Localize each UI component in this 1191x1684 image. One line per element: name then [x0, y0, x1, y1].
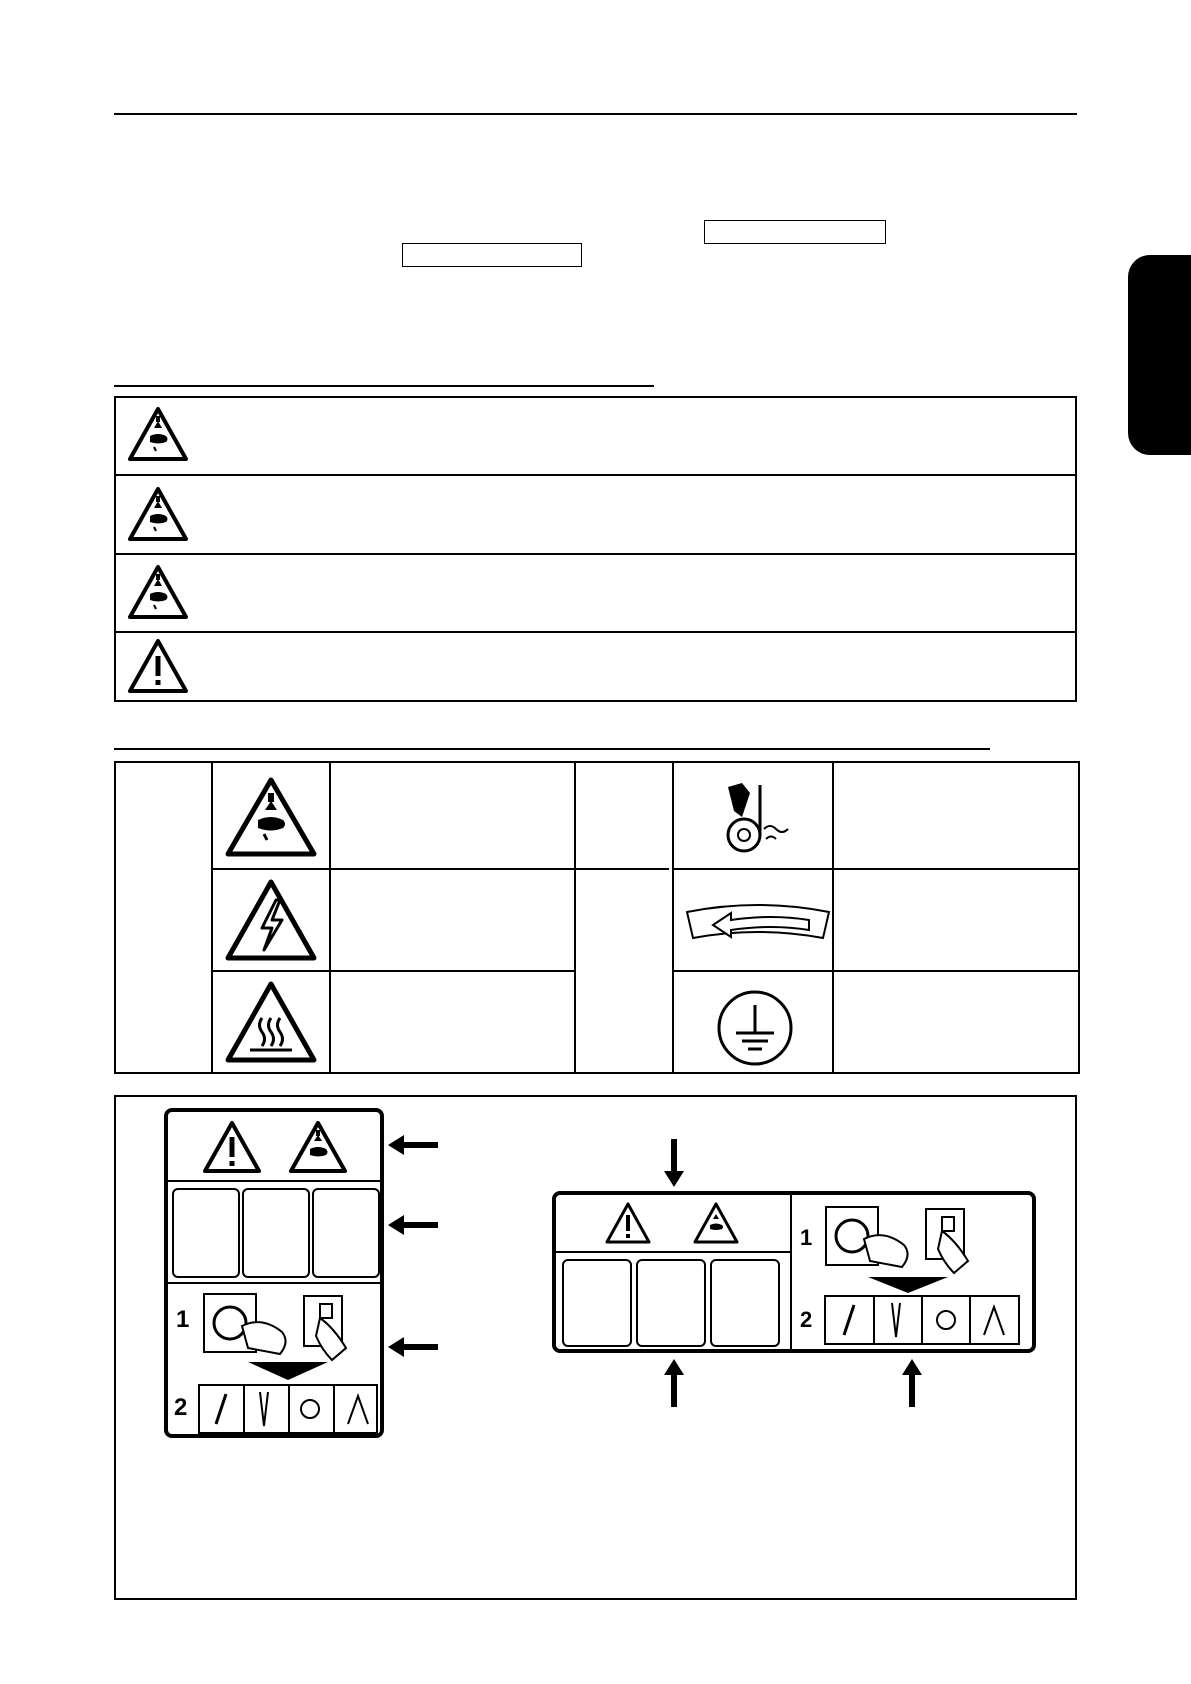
- hand-crush-warning-icon: [288, 1120, 348, 1174]
- hot-surface-warning-icon: [224, 980, 318, 1064]
- row-divider: [672, 970, 1078, 972]
- warning-row-divider: [116, 553, 1075, 555]
- operation-icon-grid: [562, 1259, 784, 1345]
- blank-field-2: [402, 243, 582, 267]
- col-divider: [574, 763, 576, 1072]
- row-divider: [211, 970, 574, 972]
- power-switch-off-icon: [202, 1288, 372, 1362]
- hand-crush-warning-icon: [692, 1201, 740, 1245]
- pointer-arrow-left: [388, 1135, 438, 1155]
- exclamation-warning-icon: [604, 1201, 652, 1245]
- chapter-tab: [1128, 255, 1191, 455]
- pointer-arrow-left: [388, 1337, 438, 1357]
- ok-ng-cell: [710, 1259, 780, 1347]
- warning-list-box: [114, 396, 1077, 702]
- pointer-arrow-up: [664, 1359, 684, 1407]
- label-divider: [556, 1251, 790, 1253]
- ok-ng-cell: [242, 1188, 310, 1278]
- pointer-arrow-up: [902, 1359, 922, 1407]
- label-divider: [790, 1195, 792, 1349]
- label-divider: [168, 1282, 380, 1284]
- needle-thread-bobbin-icon: [198, 1384, 378, 1434]
- hand-crush-warning-icon: [224, 776, 318, 858]
- step-2-number: 2: [174, 1394, 188, 1421]
- rotation-direction-arrow-icon: [683, 896, 833, 946]
- ok-ng-cell: [172, 1188, 240, 1278]
- horizontal-warning-label: [552, 1191, 1036, 1353]
- electric-shock-warning-icon: [224, 878, 318, 962]
- step-1-number: 1: [800, 1225, 813, 1250]
- hand-crush-warning-icon: [127, 486, 189, 542]
- ok-ng-cell: [562, 1259, 632, 1347]
- label-divider: [168, 1180, 380, 1182]
- down-arrow-icon: [868, 1277, 948, 1295]
- warning-row-divider: [116, 474, 1075, 476]
- col-divider: [672, 763, 674, 1072]
- hand-crush-warning-icon: [127, 406, 189, 462]
- protective-earth-icon: [716, 989, 794, 1067]
- exclamation-warning-icon: [202, 1120, 262, 1174]
- down-arrow-icon: [248, 1362, 328, 1382]
- needle-thread-bobbin-icon: [824, 1295, 1020, 1345]
- operation-icon-grid: [172, 1188, 376, 1276]
- exclamation-warning-icon: [127, 638, 189, 694]
- pointer-arrow-down: [664, 1139, 684, 1187]
- col-divider: [211, 763, 213, 1072]
- row-divider: [672, 868, 1078, 870]
- power-switch-off-icon: [824, 1203, 994, 1277]
- step-2-number: 2: [800, 1307, 813, 1332]
- top-rule: [114, 113, 1077, 115]
- ok-ng-cell: [636, 1259, 706, 1347]
- symbol-table: [114, 761, 1080, 1074]
- label-figure: [114, 1095, 1077, 1600]
- ok-ng-cell: [312, 1188, 380, 1278]
- section-rule-2: [114, 748, 990, 750]
- section-rule-1: [114, 385, 654, 387]
- pointer-arrow-left: [388, 1215, 438, 1235]
- vertical-warning-label: [164, 1108, 384, 1438]
- hand-crush-warning-icon: [127, 564, 189, 620]
- step-1-number: 1: [176, 1306, 190, 1333]
- row-divider: [211, 868, 669, 870]
- col-divider: [329, 763, 331, 1072]
- blank-field-1: [704, 220, 886, 244]
- warning-row-divider: [116, 631, 1075, 633]
- belt-pinch-icon: [720, 777, 790, 857]
